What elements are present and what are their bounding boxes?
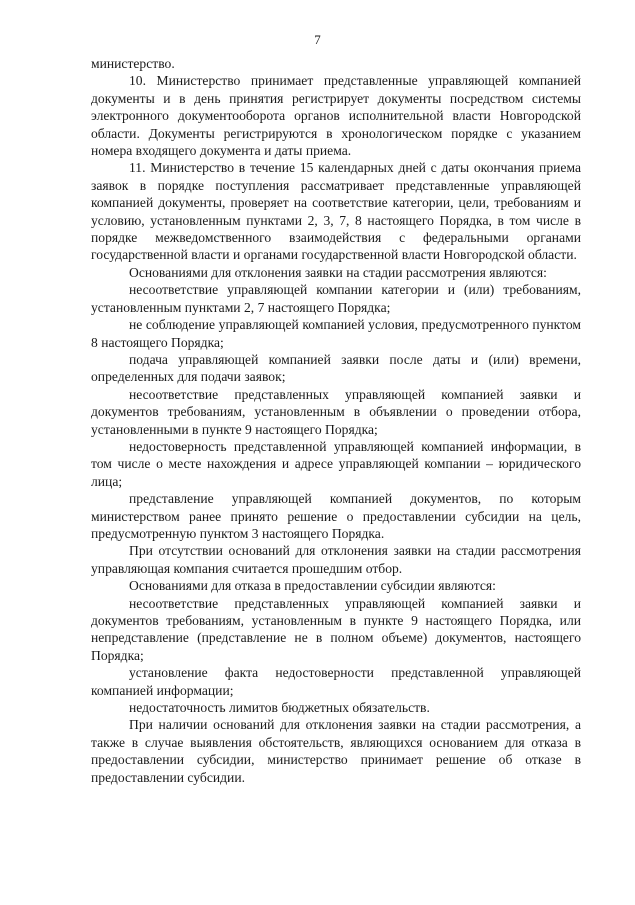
paragraph: недостаточность лимитов бюджетных обязательств.	[129, 700, 430, 716]
paragraph: Основаниями для отклонения заявки на стадии рассмотрения являются:	[129, 264, 547, 280]
paragraph: подача управляющей компанией заявки после даты и (или) времени, определенных для подачи заявок;	[91, 351, 581, 385]
paragraph: представление управляющей компанией документов, по которым министерством ранее принято решение о предоставлении субсидии на цель, предусмотренную пунктом 3 настоящего Порядка.	[91, 491, 581, 541]
paragraph: 10. Министерство принимает представленные управляющей компанией документы и в день принятия регистрирует документы посредством системы электронного документооборота органов исполнительной власти Новгородской области. Документы регистрируются в хронологическом порядке с указанием номера входящего документа и даты приема.	[91, 73, 581, 159]
paragraph: несоответствие представленных управляющей компанией заявки и документов требованиям, установленным в объявлении о проведении отбора, установленными в пункте 9 настоящего Порядка;	[91, 386, 581, 437]
paragraph: Основаниями для отказа в предоставлении субсидии являются:	[129, 578, 496, 594]
page-number: 7	[314, 32, 321, 47]
paragraph: При наличии оснований для отклонения заявки на стадии рассмотрения, а также в случае выявления обстоятельств, являющихся основанием для отказа в предоставлении субсидии, министерство принимает решение об отказе в предоставлении субсидии.	[91, 717, 581, 785]
paragraph: недостоверность представленной управляющей компанией информации, в том числе о месте нахождения и адресе управляющей компании – юридического лица;	[91, 438, 581, 489]
paragraph: министерство.	[91, 56, 175, 71]
paragraph: несоответствие представленных управляющей компанией заявки и документов требованиям, установленным в пункте 9 настоящего Порядка, или непредставление (представление не в полном объеме) документов, настоящего Порядка;	[91, 595, 581, 663]
document-body	[91, 55, 581, 786]
paragraph: установление факта недостоверности представленной управляющей компанией информации;	[91, 665, 581, 698]
paragraph: несоответствие управляющей компании категории и (или) требованиям, установленным пунктами 2, 7 настоящего Порядка;	[91, 282, 581, 315]
paragraph: При отсутствии оснований для отклонения заявки на стадии рассмотрения управляющая компания считается прошедшим отбор.	[91, 543, 581, 576]
paragraph: не соблюдение управляющей компанией условия, предусмотренного пунктом 8 настоящего Порядка;	[91, 317, 581, 350]
paragraph: 11. Министерство в течение 15 календарных дней с даты окончания приема заявок в порядке поступления рассматривает представленные управляющей компанией документы, проверяет на соответствие категории, цели, требованиям и условию, установленным пунктами 2, 3, 7, 8 настоящего Порядка, в том числе в порядке межведомственного взаимодействия с федеральными органами государственной власти и органами государственной власти Новгородской области.	[91, 160, 581, 263]
